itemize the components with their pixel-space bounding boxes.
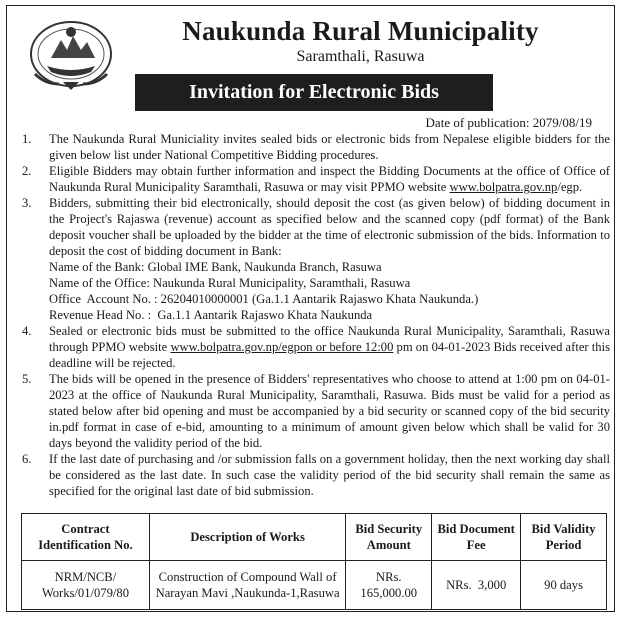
clause-2 xyxy=(22,163,610,195)
clause-3 xyxy=(22,195,610,323)
bank-name-line: Name of the Bank: Global IME Bank, Naukunda Branch, Rasuwa xyxy=(49,260,382,274)
clause-number: 1. xyxy=(22,132,32,146)
nepal-government-emblem-icon xyxy=(25,18,117,94)
table-cell: NRs. 165,000.00 xyxy=(346,561,432,610)
clause-6 xyxy=(22,451,610,499)
clause-text: pm on 04-01-2023 Bids received after this deadline will be rejected. xyxy=(49,340,610,370)
clause-text: Bidders, submitting their bid electronically, should deposit the cost (as given below) of bidding document in the Project's Rajaswa (revenue) account as specified below and the scanned copy (pdf format) of the Bank deposit voucher shall be uploaded by the bidder at the time of electronic submission of the bids. Information to deposit the cost of bidding document in Bank: xyxy=(49,196,610,258)
column-header: Contract Identification No. xyxy=(22,514,150,561)
column-header: Bid Document Fee xyxy=(432,514,521,561)
ppmo-website-link[interactable]: www.bolpatra.gov.np xyxy=(449,180,558,194)
publication-date: Date of publication: 2079/08/19 xyxy=(425,115,592,130)
clause-4 xyxy=(22,323,610,371)
table-cell: NRs. 3,000 xyxy=(432,561,521,610)
clause-1 xyxy=(22,131,610,163)
column-header: Bid Security Amount xyxy=(346,514,432,561)
clause-text: /egp. xyxy=(557,180,583,194)
table-cell: NRM/NCB/ Works/01/079/80 xyxy=(22,561,150,610)
clause-number: 3. xyxy=(22,196,32,210)
office-name-line: Name of the Office: Naukunda Rural Municipality, Saramthali, Rasuwa xyxy=(49,276,411,290)
clause-text: The bids will be opened in the presence of Bidders' representatives who choose to attend at 1:00 pm on 04-01-2023 at the office of Naukunda Rural Municipality, Saramthali, Rasuwa. Bids must be valid for a period as stated below after bid opening and must be accompanied by a bid security or scanned copy of the bid security in.pdf format in case of e-bid, amounting to a minimum of amount given below which shall be valid for 30 days beyond the validity period of the bid. xyxy=(49,372,610,450)
clause-number: 4. xyxy=(22,324,32,338)
page-title: Naukunda Rural Municipality xyxy=(182,16,539,46)
bid-table xyxy=(21,513,607,610)
clause-number: 5. xyxy=(22,372,32,386)
table-header-row xyxy=(22,514,607,561)
column-header: Bid Validity Period xyxy=(521,514,607,561)
column-header: Description of Works xyxy=(149,514,345,561)
account-number-line: Office Account No. : 26204010000001 (Ga.1.1 Aantarik Rajaswo Khata Naukunda.) xyxy=(49,292,479,306)
notice-banner: Invitation for Electronic Bids xyxy=(135,74,493,111)
clause-number: 2. xyxy=(22,164,32,178)
notice-page xyxy=(6,5,615,612)
clause-number: 6. xyxy=(22,452,32,466)
clause-list xyxy=(22,131,610,499)
revenue-head-line: Revenue Head No. : Ga.1.1 Aantarik Rajaswo Khata Naukunda xyxy=(49,308,373,322)
table-row xyxy=(22,561,607,610)
ppmo-egp-link[interactable]: www.bolpatra.gov.np/egpon or before 12:00 xyxy=(170,340,394,354)
clause-5 xyxy=(22,371,610,451)
clause-text: The Naukunda Rural Municiality invites sealed bids or electronic bids from Nepalese eligible bidders for the given below list under National Competitive Bidding procedures. xyxy=(49,132,610,162)
clause-text: If the last date of purchasing and /or submission falls on a government holiday, then the next working day shall be considered as the last date. In such case the validity period of the bid security shall remain the same as specified for the original last date of bid submission. xyxy=(49,452,610,498)
table-cell: Construction of Compound Wall of Narayan Mavi ,Naukunda-1,Rasuwa xyxy=(149,561,345,610)
clause-text: Eligible Bidders may obtain further information and inspect the Bidding Documents at the office of Office of Naukunda Rural Municipality Saramthali, Rasuwa or may visit PPMO website xyxy=(49,164,610,194)
clause-text: Sealed or electronic bids must be submitted to the office Naukunda Rural Municipality, Saramthali, Rasuwa through PPMO website xyxy=(49,324,610,354)
table-cell: 90 days xyxy=(521,561,607,610)
page-subtitle: Saramthali, Rasuwa xyxy=(296,48,425,65)
